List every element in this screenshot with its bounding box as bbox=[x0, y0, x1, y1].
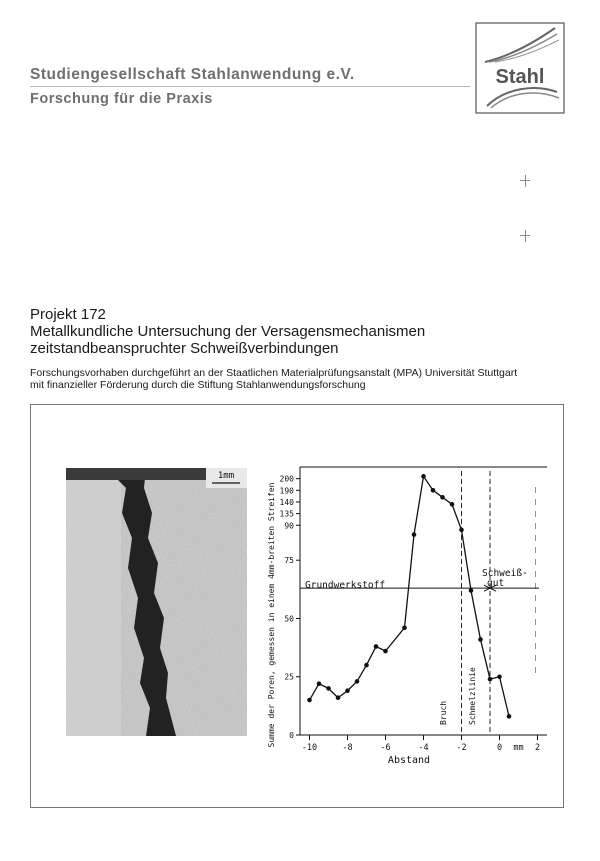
x-tick-label: -8 bbox=[342, 743, 353, 753]
header-rule bbox=[30, 86, 470, 87]
x-axis-label: Abstand bbox=[387, 755, 431, 766]
data-point bbox=[374, 644, 379, 649]
label-base-metal: Grundwerkstoff bbox=[305, 580, 386, 591]
data-series-line bbox=[310, 476, 510, 716]
data-point bbox=[507, 714, 512, 719]
data-point bbox=[355, 679, 360, 684]
label-weld-line1: Schweiß- bbox=[482, 568, 528, 579]
x-tick-label: 0 bbox=[496, 743, 503, 753]
title-block bbox=[30, 306, 575, 391]
y-tick-label: 90 bbox=[284, 521, 294, 531]
logo-text: Stahl bbox=[495, 66, 545, 88]
porosity-chart bbox=[255, 455, 555, 775]
project-subtitle-line2: zeitstandbeanspruchter Schweißverbindungen bbox=[30, 340, 339, 357]
data-point bbox=[364, 663, 369, 668]
plot-area bbox=[280, 467, 547, 753]
y-tick-label: 50 bbox=[284, 614, 294, 624]
org-name: Studiengesellschaft Stahlanwendung e.V. bbox=[30, 66, 355, 83]
data-point bbox=[412, 532, 417, 537]
data-point bbox=[336, 695, 341, 700]
label-fracture: Bruch bbox=[439, 700, 448, 725]
y-tick-label: 140 bbox=[279, 497, 294, 507]
weld-micrograph bbox=[66, 468, 247, 736]
y-axis-label: Summe der Poren, gemessen in einem 4mm-breiten Streifen bbox=[267, 482, 276, 748]
scale-bar-label: 1mm bbox=[217, 471, 235, 481]
crop-mark bbox=[525, 230, 526, 242]
label-weld-line2: gut bbox=[487, 578, 505, 589]
project-info-line1: Forschungsvorhaben durchgeführt an der Staatlichen Materialprüfungsanstalt (MPA) Universität Stuttgart bbox=[30, 367, 518, 379]
data-point bbox=[383, 649, 388, 654]
crop-mark bbox=[525, 175, 526, 187]
project-info-line2: mit finanzieller Förderung durch die Stiftung Stahlanwendungsforschung bbox=[30, 379, 366, 391]
data-point bbox=[440, 495, 445, 500]
data-point bbox=[488, 677, 493, 682]
x-tick-label: -10 bbox=[301, 743, 318, 753]
stahl-logo bbox=[475, 22, 565, 114]
y-tick-label: 75 bbox=[284, 556, 294, 566]
label-fusion-line: Schmelzlinie bbox=[468, 667, 477, 725]
data-point bbox=[345, 688, 350, 693]
data-point bbox=[307, 698, 312, 703]
x-tick-label: mm bbox=[513, 743, 524, 753]
data-point bbox=[469, 588, 474, 593]
y-tick-label: 190 bbox=[279, 486, 294, 496]
y-tick-label: 200 bbox=[279, 474, 294, 484]
y-tick-label: 135 bbox=[279, 509, 294, 519]
project-subtitle-line1: Metallkundliche Untersuchung der Versagensmechanismen bbox=[30, 323, 426, 340]
data-point bbox=[317, 681, 322, 686]
x-tick-label: -2 bbox=[456, 743, 467, 753]
data-point bbox=[497, 674, 502, 679]
data-point bbox=[459, 528, 464, 533]
org-tagline: Forschung für die Praxis bbox=[30, 91, 213, 107]
y-tick-label: 25 bbox=[284, 672, 294, 682]
x-tick-label: 2 bbox=[534, 743, 541, 753]
x-tick-label: -4 bbox=[418, 743, 429, 753]
project-title: Projekt 172 bbox=[30, 306, 106, 323]
y-tick-label: 0 bbox=[289, 731, 294, 740]
data-point bbox=[326, 686, 331, 691]
data-point bbox=[421, 474, 426, 479]
data-point bbox=[450, 502, 455, 507]
x-tick-label: -6 bbox=[380, 743, 391, 753]
data-point bbox=[431, 488, 436, 493]
data-point bbox=[478, 637, 483, 642]
data-point bbox=[402, 626, 407, 631]
